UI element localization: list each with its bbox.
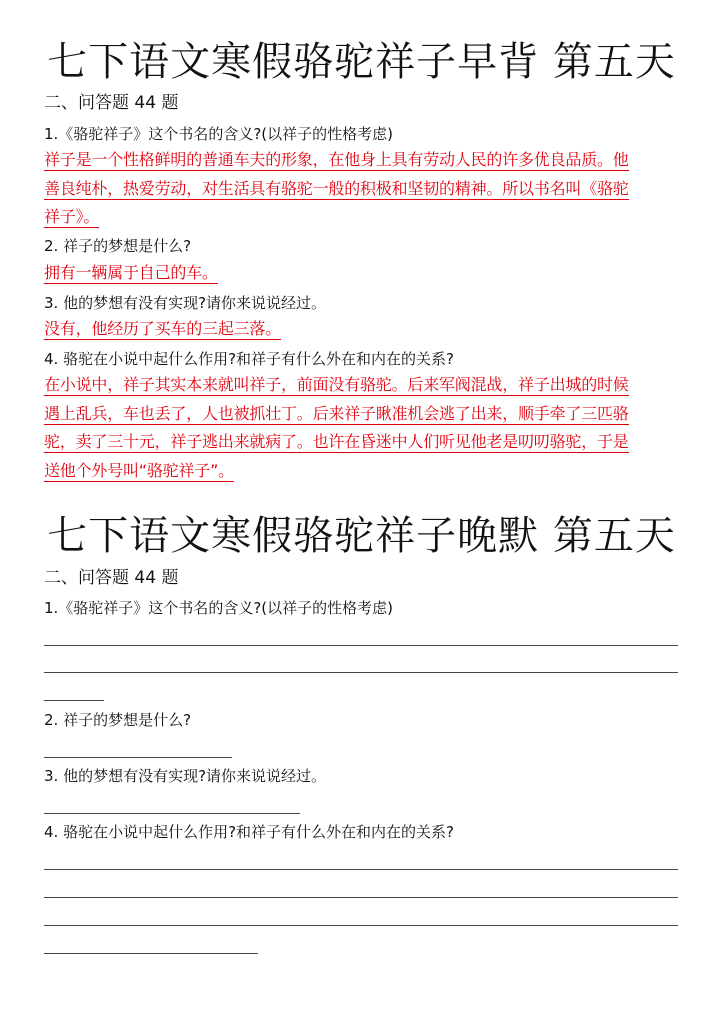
answer-blank-line (44, 813, 300, 814)
answer-blank-line (44, 953, 258, 954)
answer-4-line-3: 驼，卖了三十元，祥子逃出来就病了。也许在昏迷中人们听见他老是叨叨骆驼，于是 (44, 432, 629, 451)
answer-blank-line (44, 700, 104, 701)
evening-title: 七下语文寒假骆驼祥子晚默 第五天 (47, 513, 676, 559)
evening-section-heading: 二、问答题 44 题 (44, 568, 179, 588)
morning-answer-2 (44, 259, 684, 288)
answer-1-line-3: 祥子》。 (44, 207, 100, 226)
morning-answer-4 (44, 371, 684, 485)
answer-2-line: 拥有一辆属于自己的车。 (44, 263, 218, 282)
morning-answer-1 (44, 146, 684, 232)
morning-section-heading: 二、问答题 44 题 (44, 93, 179, 113)
evening-question-2: 2. 祥子的梦想是什么? (44, 711, 192, 729)
answer-4-line-1: 在小说中，祥子其实本来就叫祥子，前面没有骆驼。后来军阀混战，祥子出城的时候 (44, 375, 629, 394)
answer-blank-line (44, 869, 678, 870)
answer-blank-line (44, 897, 678, 898)
morning-question-1: 1.《骆驼祥子》这个书名的含义?(以祥子的性格考虑) (44, 125, 393, 143)
answer-1-line-1: 祥子是一个性格鲜明的普通车夫的形象，在他身上具有劳动人民的许多优良品质。他 (44, 150, 629, 169)
answer-3-line: 没有，他经历了买车的三起三落。 (44, 319, 282, 338)
answer-blank-line (44, 672, 678, 673)
answer-4-line-4: 送他个外号叫“骆驼祥子”。 (44, 460, 234, 480)
morning-title: 七下语文寒假骆驼祥子早背 第五天 (47, 39, 676, 85)
morning-answer-3 (44, 315, 684, 344)
evening-question-3: 3. 他的梦想有没有实现?请你来说说经过。 (44, 767, 327, 785)
answer-blank-line (44, 645, 678, 646)
answer-blank-line (44, 925, 678, 926)
answer-4-line-2: 遇上乱兵，车也丢了，人也被抓壮丁。后来祥子瞅准机会逃了出来，顺手牵了三匹骆 (44, 403, 629, 423)
answer-1-line-2: 善良纯朴，热爱劳动，对生活具有骆驼一般的积极和坚韧的精神。所以书名叫《骆驼 (44, 178, 629, 198)
morning-question-3: 3. 他的梦想有没有实现?请你来说说经过。 (44, 294, 327, 312)
evening-question-4: 4. 骆驼在小说中起什么作用?和祥子有什么外在和内在的关系? (44, 823, 455, 841)
morning-question-2: 2. 祥子的梦想是什么? (44, 237, 192, 255)
evening-question-1: 1.《骆驼祥子》这个书名的含义?(以祥子的性格考虑) (44, 599, 393, 617)
answer-blank-line (44, 757, 232, 758)
morning-question-4: 4. 骆驼在小说中起什么作用?和祥子有什么外在和内在的关系? (44, 350, 455, 368)
